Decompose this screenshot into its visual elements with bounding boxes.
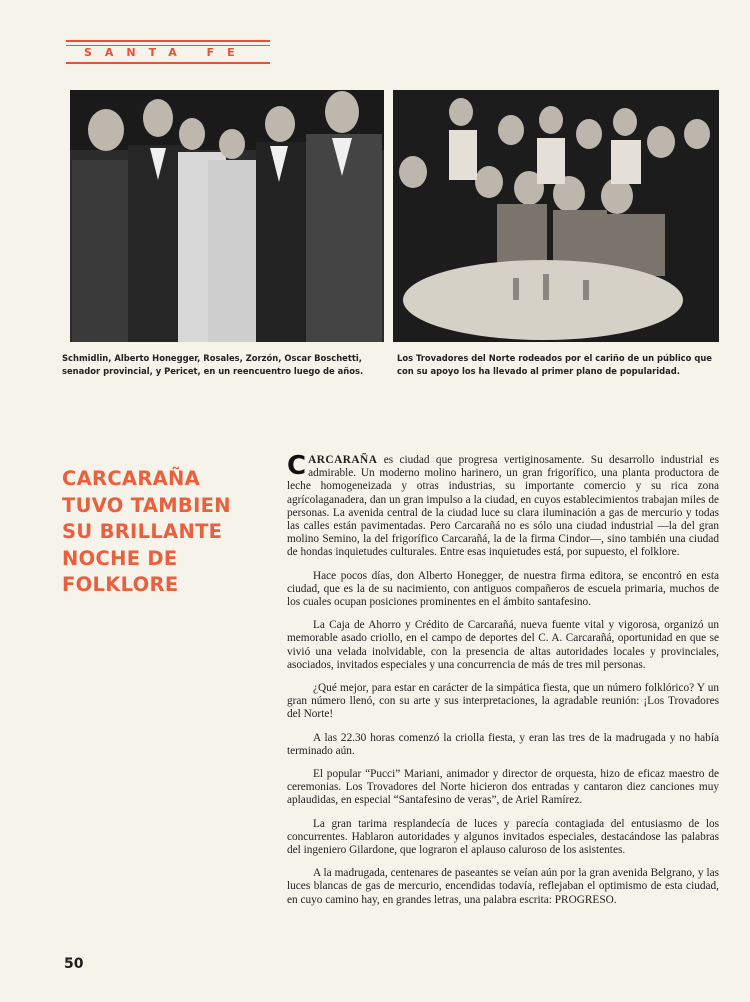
article-paragraph: El popular “Pucci” Mariani, animador y director de orquesta, hizo de eficaz maestro de ceremonias. Los Trovadores del Norte hicieron dos entradas y cantaron diez canciones muy aplaudidas, en especial “Santafesino de veras”, de Ariel Ramírez.	[287, 768, 719, 807]
page-number: 50	[64, 956, 84, 972]
paragraph-text: es ciudad que progresa vertiginosamente. Su desarrollo industrial es admirable. Un moderno molino harinero, un gran frigorífico, una planta productora de leche homogeneizada y otras industrias, su importante comercio y su rica zona agrícolaganadera, dan un gran impulso a la ciudad, en cuyos establecimientos trabajan miles de personas. La avenida central de la ciudad luce su clara iluminación a gas de mercurio y todas las calles están pavimentadas. Pero Carcarañá no es sólo una ciudad industrial —la del gran molino Semino, la del frigorífico Carcarañá, la de la firma Cindor—, sino también una ciudad de hondas inquietudes culturales. Entre esas inquietudes está, por supuesto, el folklore.	[287, 454, 719, 559]
section-label: SANTA FE	[84, 45, 248, 59]
article-paragraph: La Caja de Ahorro y Crédito de Carcarañá, nueva fuente vital y vigorosa, organizó un memorable asado criollo, en el campo de deportes del C. A. Carcarañá, oportunidad en que se vivió una velada inolvidable, con la presencia de altas autoridades locales y provinciales, asociados, invitados especiales y una concurrencia de más de tres mil personas.	[287, 619, 719, 671]
article-paragraph: La gran tarima resplandecía de luces y parecía contagiada del entusiasmo de los concurrentes. Hablaron autoridades y algunos invitados especiales, destacándose las palabras del ingeniero Gilardone, que lograron el aplauso caluroso de los asistentes.	[287, 817, 719, 857]
headline-line: CARCARAÑA	[62, 467, 201, 490]
article-paragraph: ¿Qué mejor, para estar en carácter de la simpática fiesta, que un número folklórico? Y un gran número llenó, con su arte y sus interpretaciones, la agradable reunión: ¡Los Trovadores del Norte!	[287, 682, 719, 721]
photo-trovadores-crowd	[393, 90, 719, 342]
headline-line: SU BRILLANTE	[62, 520, 223, 543]
headline-line: NOCHE DE	[62, 546, 178, 570]
article-paragraph: A las 22.30 horas comenzó la criolla fiesta, y eran las tres de la madrugada y no había terminado aún.	[287, 731, 719, 757]
headline-line: TUVO TAMBIEN	[62, 493, 231, 517]
photo-group-men	[70, 90, 384, 342]
drop-cap: C	[287, 451, 307, 481]
photo-caption-right: Los Trovadores del Norte rodeados por el cariño de un público que con su apoyo los ha llevado al primer plano de popularidad.	[397, 353, 712, 376]
photo-caption-left: Schmidlin, Alberto Honegger, Rosales, Zorzón, Oscar Boschetti, senador provincial, y Pericet, en un reencuentro luego de años.	[62, 353, 364, 376]
article-paragraph: Hace pocos días, don Alberto Honegger, de nuestra firma editora, se encontró en esta ciudad, que es la de su nacimiento, con antiguos compañeros de escuela primaria, muchos de los cuales ocupan posiciones prominentes en el ámbito santafesino.	[287, 569, 719, 609]
headline-line: FOLKLORE	[62, 573, 179, 596]
lead-word: ARCARAÑA	[308, 454, 378, 466]
article-body	[287, 451, 719, 917]
article-paragraph	[287, 451, 719, 560]
section-banner	[66, 40, 270, 64]
article-headline	[62, 466, 262, 599]
article-paragraph: A la madrugada, centenares de paseantes se veían aún por la gran avenida Belgrano, y las luces blancas de gas de mercurio, encendidas todavía, reflejaban el optimismo de esta ciudad, en cuyo camino hay, en grandes letras, una palabra escrita: PROGRESO.	[287, 867, 719, 906]
